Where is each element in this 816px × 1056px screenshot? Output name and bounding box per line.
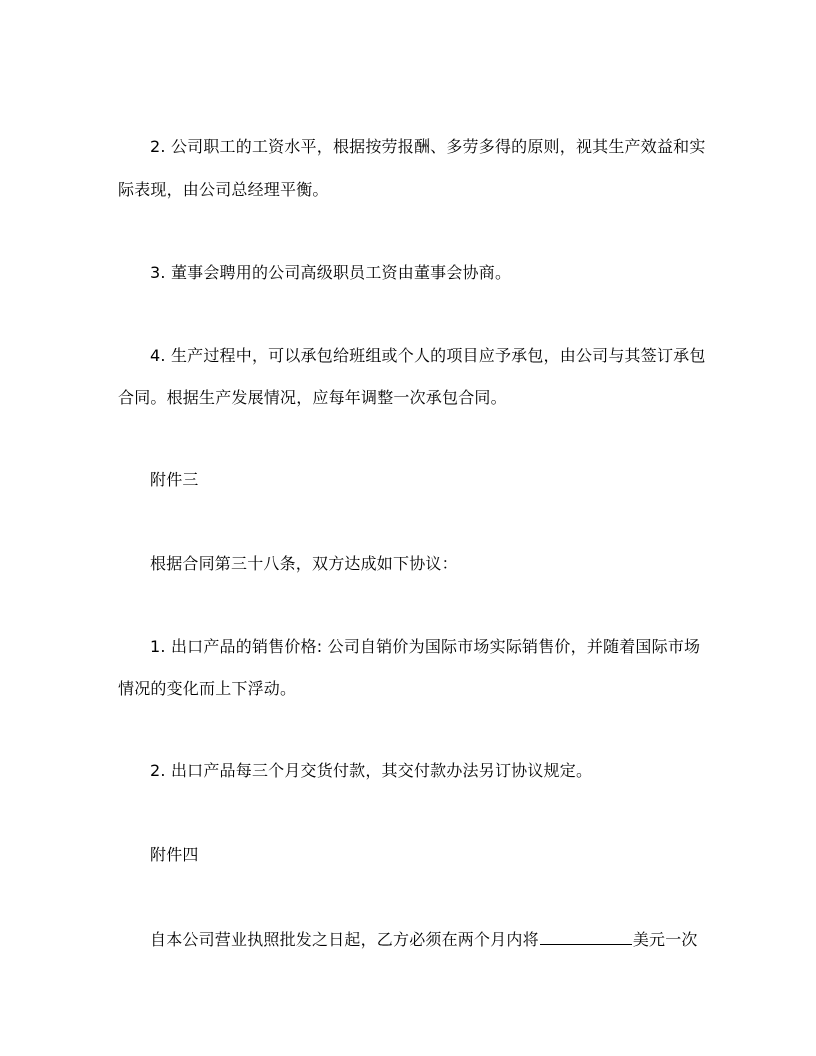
paragraph-pricing-line-2: 情况的变化而上下浮动。 [118,679,297,698]
amount-blank [540,928,632,945]
paragraph-board-salary: 3. 董事会聘用的公司高级职员工资由董事会协商。 [150,263,512,282]
capital-text-after: 美元一次 [632,930,698,949]
paragraph-contracting-line-1: 4. 生产过程中，可以承包给班组或个人的项目应予承包，由公司与其签订承包 [150,346,706,365]
paragraph-pricing-line-1: 1. 出口产品的销售价格: 公司自销价为国际市场实际销售价，并随着国际市场 [150,637,701,656]
paragraph-agreement-intro: 根据合同第三十八条，双方达成如下协议： [150,554,458,573]
paragraph-payment: 2. 出口产品每三个月交货付款，其交付款办法另订协议规定。 [150,761,593,780]
heading-appendix-4: 附件四 [150,845,199,864]
paragraph-contracting-line-2: 合同。根据生产发展情况，应每年调整一次承包合同。 [118,388,507,407]
paragraph-salary-line-1: 2. 公司职工的工资水平，根据按劳报酬、多劳多得的原则，视其生产效益和实 [150,137,706,156]
capital-text-before: 自本公司营业执照批发之日起，乙方必须在两个月内将 [150,930,539,949]
paragraph-capital-contribution [150,928,698,950]
heading-appendix-3: 附件三 [150,470,199,489]
paragraph-salary-line-2: 际表现，由公司总经理平衡。 [118,180,329,199]
